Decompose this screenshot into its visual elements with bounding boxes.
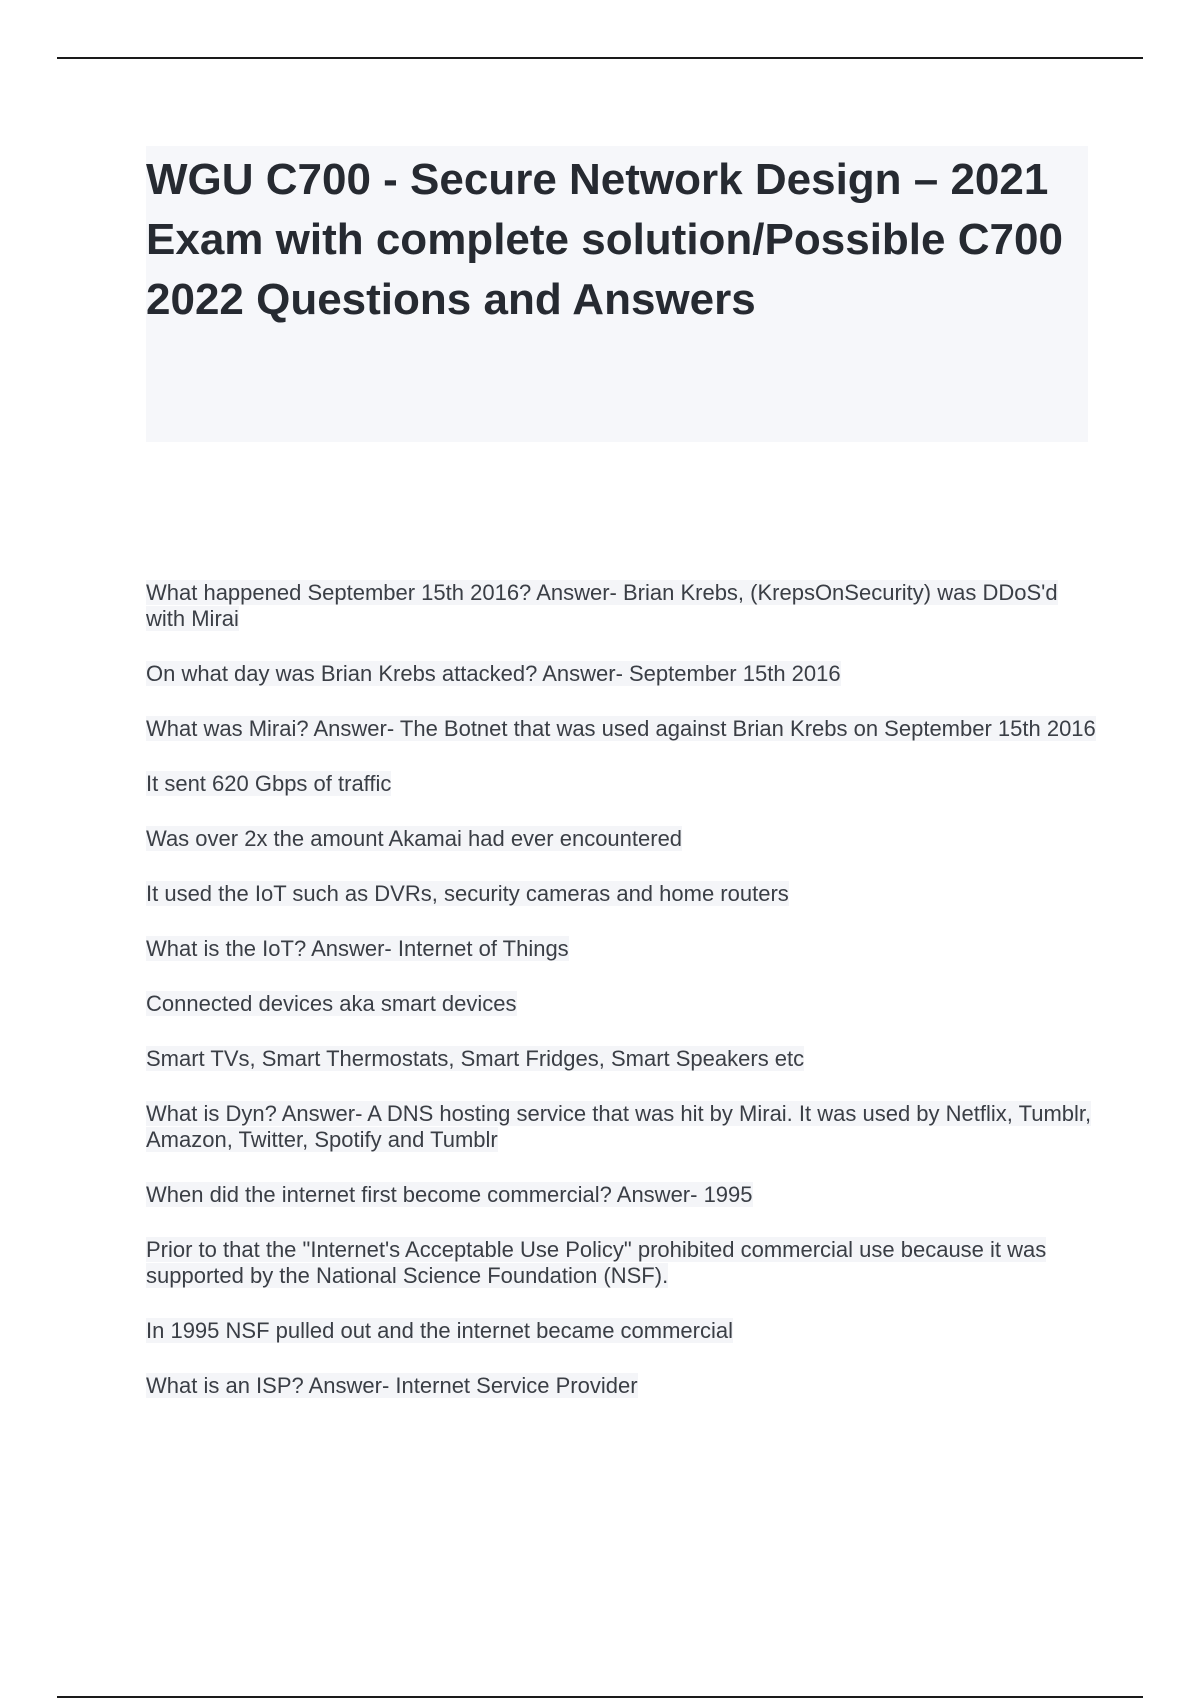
paragraph-text: What is the IoT? Answer- Internet of Things xyxy=(146,936,569,961)
paragraph-text: In 1995 NSF pulled out and the internet became commercial xyxy=(146,1318,733,1343)
paragraph xyxy=(146,936,1096,962)
paragraph xyxy=(146,826,1096,852)
paragraph-text: Was over 2x the amount Akamai had ever encountered xyxy=(146,826,683,851)
paragraph xyxy=(146,716,1096,742)
paragraph xyxy=(146,1318,1096,1344)
paragraph xyxy=(146,1237,1096,1289)
paragraph-text: What is Dyn? Answer- A DNS hosting service that was hit by Mirai. It was used by Netflix, Tumblr, Amazon, Twitter, Spotify and Tumblr xyxy=(146,1101,1092,1152)
paragraph-text: It sent 620 Gbps of traffic xyxy=(146,771,392,796)
document-body xyxy=(146,580,1096,1428)
paragraph-text: What is an ISP? Answer- Internet Service Provider xyxy=(146,1373,638,1398)
paragraph xyxy=(146,771,1096,797)
paragraph xyxy=(146,1182,1096,1208)
paragraph xyxy=(146,661,1096,687)
paragraph xyxy=(146,1101,1096,1153)
paragraph xyxy=(146,1046,1096,1072)
paragraph xyxy=(146,1373,1096,1399)
document-title: WGU C700 - Secure Network Design – 2021 Exam with complete solution/Possible C700 2022 Questions and Answers xyxy=(146,155,1063,324)
paragraph xyxy=(146,580,1096,632)
paragraph-text: When did the internet first become commercial? Answer- 1995 xyxy=(146,1182,753,1207)
paragraph-text: It used the IoT such as DVRs, security cameras and home routers xyxy=(146,881,789,906)
paragraph-text: Smart TVs, Smart Thermostats, Smart Fridges, Smart Speakers etc xyxy=(146,1046,805,1071)
paragraph xyxy=(146,991,1096,1017)
paragraph-text: Connected devices aka smart devices xyxy=(146,991,517,1016)
paragraph-text: What was Mirai? Answer- The Botnet that was used against Brian Krebs on September 15th 2016 xyxy=(146,716,1096,741)
footer-rule xyxy=(57,1696,1143,1698)
header-rule xyxy=(57,57,1143,59)
title-block xyxy=(146,146,1088,442)
paragraph xyxy=(146,881,1096,907)
paragraph-text: Prior to that the "Internet's Acceptable Use Policy" prohibited commercial use because it was supported by the National Science Foundation (NSF). xyxy=(146,1237,1047,1288)
paragraph-text: On what day was Brian Krebs attacked? Answer- September 15th 2016 xyxy=(146,661,841,686)
paragraph-text: What happened September 15th 2016? Answer- Brian Krebs, (KrepsOnSecurity) was DDoS'd with Mirai xyxy=(146,580,1058,631)
